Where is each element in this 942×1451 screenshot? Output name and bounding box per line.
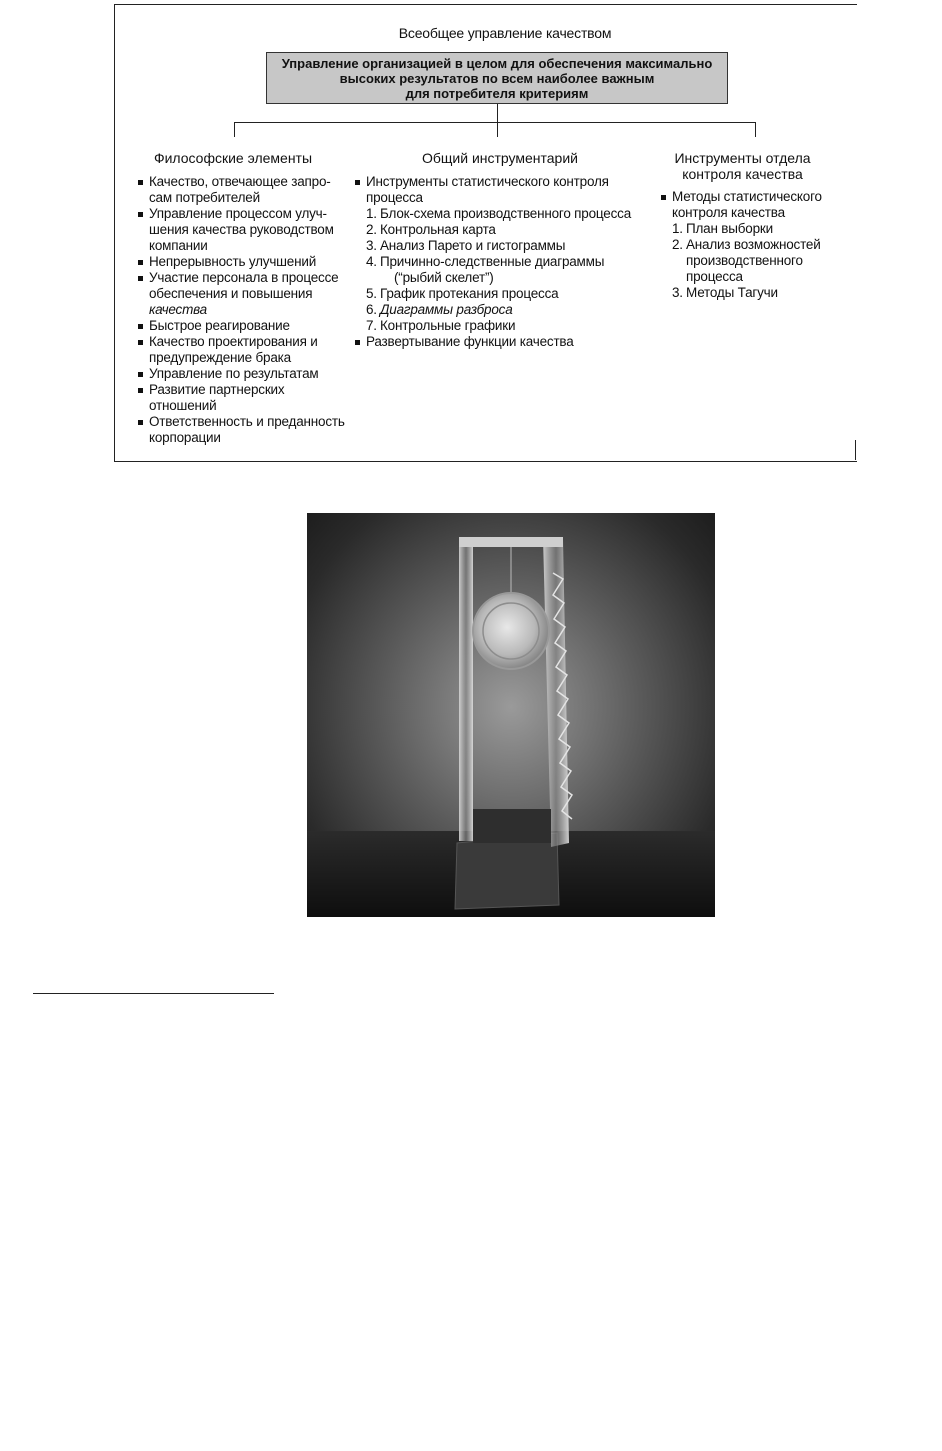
list-item: Качество проектирования и предупреждение брака (138, 334, 358, 366)
column-title-qc-dept: Инструменты отдела контроля качества (674, 150, 811, 182)
trophy-medal (473, 593, 549, 669)
philosophy-list (138, 174, 358, 446)
award-photo (307, 513, 715, 917)
list-item: Развертывание функции качества (355, 334, 650, 350)
list-item: Методы статистического контроля качества 1. План выборки 2. Анализ возможностей производственного процесса 3. Методы Тагучи (661, 189, 846, 301)
sublist-item: 3. Анализ Парето и гистограммы (366, 238, 566, 253)
frame-edge (855, 440, 856, 460)
sublist-item: 5. График протекания процесса (366, 286, 559, 301)
list-item: Ответственность и преданность корпорации (138, 414, 358, 446)
sublist-item: 1. План выборки (672, 221, 773, 236)
list-item: Непрерывность улучшений (138, 254, 358, 270)
sublist-item: 4. Причинно-следственные диаграммы (“рыбий скелет”) (366, 254, 605, 285)
list-item: Инструменты статистического контроля процесса 1. Блок-схема производственного процесса 2. Контрольная карта 3. Анализ Парето и гистограммы 4. Причинно-следственные диаграммы (“рыбий скелет”) 5. График протекания процесса 6. Диаграммы разброса 7. Контрольные графики (355, 174, 650, 334)
column-title-philosophy: Философские элементы (153, 150, 313, 166)
list-item: Качество, отвечающее запро- сам потребителей (138, 174, 358, 206)
definition-line: для потребителя критериям (405, 86, 589, 101)
list-item: Развитие партнерских отношений (138, 382, 358, 414)
award-trophy-image (307, 513, 715, 917)
connector-left (234, 122, 235, 137)
sublist-item: 2. Контрольная карта (366, 222, 496, 237)
diagram-title: Всеобщее управление качеством (398, 25, 612, 41)
trophy-right-post (543, 537, 569, 847)
list-item: Участие персонала в процессе обеспечения и повышения качества (138, 270, 358, 318)
trophy-lower-plate (473, 809, 551, 843)
list-item: Быстрое реагирование (138, 318, 358, 334)
footnote-separator (33, 993, 274, 994)
sublist-item: 1. Блок-схема производственного процесса (366, 206, 631, 221)
connector-horizontal (234, 122, 756, 123)
connector-right (755, 122, 756, 137)
sublist-item: 7. Контрольные графики (366, 318, 516, 333)
trophy-left-post (459, 541, 473, 841)
trophy-top-bar (459, 537, 563, 547)
definition-line: высоких результатов по всем наиболее важным (339, 71, 655, 86)
connector-vertical (497, 104, 498, 137)
definition-line: Управление организацией в целом для обеспечения максимально (281, 56, 713, 71)
column-title-tools: Общий инструментарий (421, 150, 578, 166)
sublist-item: 6. Диаграммы разброса (366, 302, 513, 317)
tools-list (355, 174, 650, 350)
qc-dept-sublist (672, 221, 846, 301)
list-item: Управление процессом улуч- шения качества руководством компании (138, 206, 358, 254)
definition-box (266, 52, 728, 104)
sublist-item: 2. Анализ возможностей производственного процесса (672, 237, 821, 284)
sublist-item: 3. Методы Тагучи (672, 285, 778, 300)
qc-dept-list (661, 189, 846, 301)
list-item: Управление по результатам (138, 366, 358, 382)
tools-sublist (366, 206, 650, 334)
trophy-base (455, 833, 559, 909)
